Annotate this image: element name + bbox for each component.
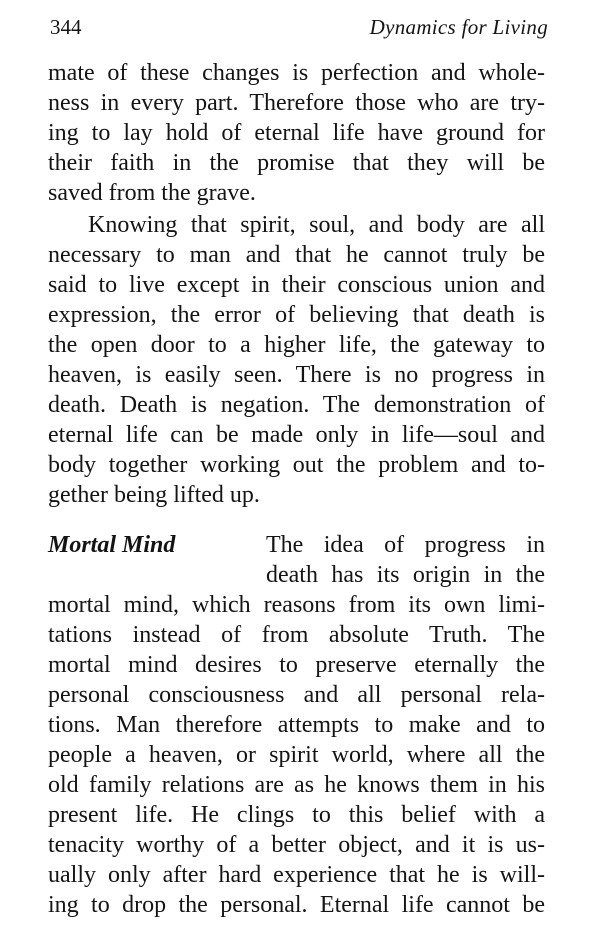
text-line: necessary to man and that he cannot truly be: [48, 242, 545, 268]
text-line: heaven, is easily seen. There is no progress in: [48, 362, 545, 388]
text-line: saved from the grave.: [48, 180, 256, 206]
text-line: old family relations are as he knows them in his: [48, 772, 545, 798]
text-line: their faith in the promise that they will be: [48, 150, 545, 176]
text-line: ing to drop the personal. Eternal life cannot be: [48, 892, 545, 918]
text-line: personal consciousness and all personal rela-: [48, 682, 545, 708]
text-line: said to live except in their conscious union and: [48, 272, 545, 298]
text-line: death has its origin in the: [266, 562, 545, 588]
text-line: mortal mind desires to preserve eternally the: [48, 652, 545, 678]
running-title: Dynamics for Living: [369, 15, 548, 39]
text-line: Knowing that spirit, soul, and body are all: [88, 212, 545, 238]
section-heading: Mortal Mind: [48, 532, 176, 558]
text-line: expression, the error of believing that death is: [48, 302, 545, 328]
text-line: ing to lay hold of eternal life have ground for: [48, 120, 545, 146]
text-line: eternal life can be made only in life—soul and: [48, 422, 545, 448]
text-line: tions. Man therefore attempts to make and to: [48, 712, 545, 738]
text-line: The idea of progress in: [266, 532, 545, 558]
text-line: mortal mind, which reasons from its own limi-: [48, 592, 545, 618]
text-line: gether being lifted up.: [48, 482, 260, 508]
page-number: 344: [50, 15, 82, 39]
text-line: the open door to a higher life, the gateway to: [48, 332, 545, 358]
text-line: ually only after hard experience that he is will-: [48, 862, 545, 888]
text-line: people a heaven, or spirit world, where all the: [48, 742, 545, 768]
text-line: present life. He clings to this belief with a: [48, 802, 545, 828]
text-line: death. Death is negation. The demonstration of: [48, 392, 545, 418]
text-line: mate of these changes is perfection and whole-: [48, 60, 545, 86]
text-line: ness in every part. Therefore those who are try-: [48, 90, 545, 116]
text-line: body together working out the problem and to-: [48, 452, 545, 478]
text-line: tenacity worthy of a better object, and it is us-: [48, 832, 545, 858]
running-head: [50, 14, 548, 40]
text-line: tations instead of from absolute Truth. The: [48, 622, 545, 648]
